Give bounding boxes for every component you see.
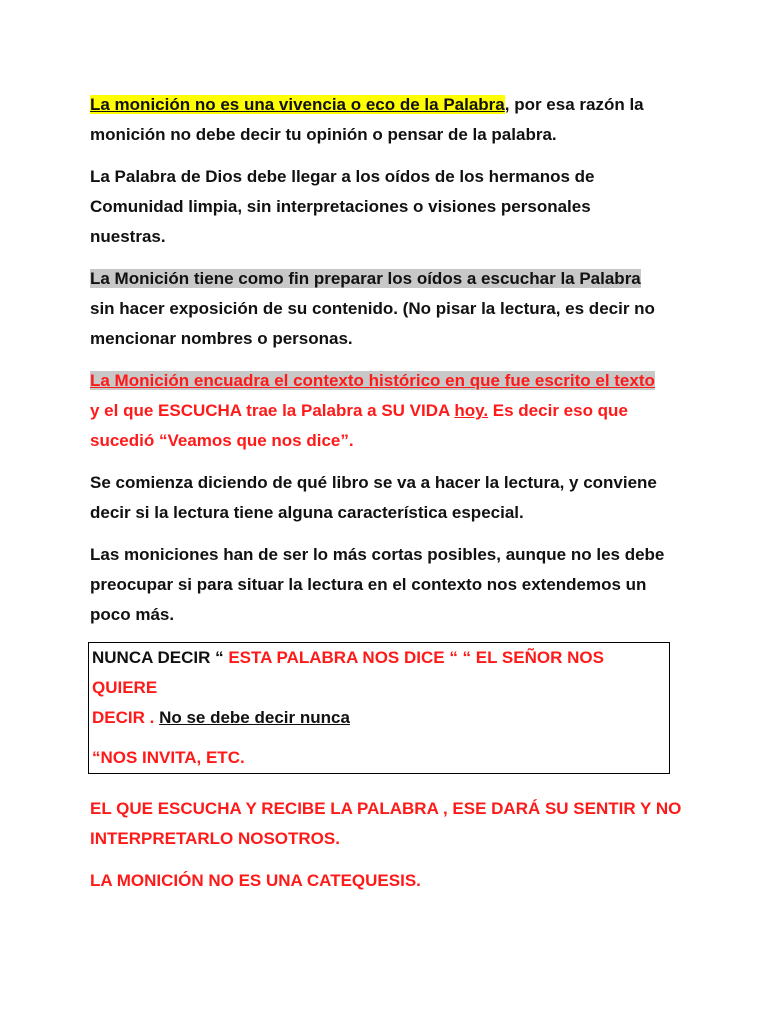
paragraph-2-line-3: nuestras. bbox=[90, 227, 166, 246]
paragraph-2-line-2: Comunidad limpia, sin interpretaciones o visiones personales bbox=[90, 197, 591, 216]
warning-box-line-1 bbox=[89, 643, 669, 703]
paragraph-6-line-1: Las moniciones han de ser lo más cortas posibles, aunque no les debe bbox=[90, 545, 665, 564]
warning-box-line-3 bbox=[89, 743, 669, 773]
paragraph-2-line-1: La Palabra de Dios debe llegar a los oídos de los hermanos de bbox=[90, 167, 595, 186]
paragraph-3-line-2: sin hacer exposición de su contenido. (No pisar la lectura, es decir no bbox=[90, 299, 655, 318]
gray-highlight-red-text: La Monición encuadra el contexto histórico en que fue escrito el texto bbox=[90, 371, 655, 390]
paragraph-3 bbox=[90, 264, 690, 354]
warning-red-phrase-2: DECIR . bbox=[92, 708, 160, 727]
warning-red-phrase-1: ESTA PALABRA NOS DICE “ “ EL SEÑOR NOS QUIERE bbox=[92, 648, 604, 697]
paragraph-2 bbox=[90, 162, 690, 252]
paragraph-3-line-3: mencionar nombres o personas. bbox=[90, 329, 353, 348]
underlined-hoy: hoy. bbox=[454, 401, 489, 420]
paragraph-7-line-1: EL QUE ESCUCHA Y RECIBE LA PALABRA , ESE DARÁ SU SENTIR Y NO bbox=[90, 799, 682, 818]
paragraph-4-line-2c: Es decir eso que bbox=[488, 401, 628, 420]
paragraph-6-line-3: poco más. bbox=[90, 605, 175, 624]
paragraph-1-rest: , por esa razón la bbox=[504, 95, 644, 114]
paragraph-7-line-2: INTERPRETARLO NOSOTROS. bbox=[90, 829, 340, 848]
gray-highlight-text: La Monición tiene como fin preparar los oídos a escuchar la Palabra bbox=[90, 269, 641, 288]
paragraph-1 bbox=[90, 90, 690, 150]
paragraph-5-line-2: decir si la lectura tiene alguna característica especial. bbox=[90, 503, 524, 522]
paragraph-7 bbox=[90, 794, 690, 854]
paragraph-8-line-1: LA MONICIÓN NO ES UNA CATEQUESIS. bbox=[90, 871, 421, 890]
paragraph-4 bbox=[90, 366, 690, 456]
document-page bbox=[90, 90, 690, 896]
warning-red-phrase-3: “NOS INVITA, ETC. bbox=[92, 748, 245, 767]
paragraph-4-line-2a: y el que ESCUCHA trae la Palabra a SU VIDA bbox=[90, 401, 455, 420]
paragraph-6 bbox=[90, 540, 690, 630]
paragraph-6-line-2: preocupar si para situar la lectura en el contexto nos extendemos un bbox=[90, 575, 647, 594]
paragraph-4-line-3: sucedió “Veamos que nos dice”. bbox=[90, 431, 354, 450]
yellow-highlight-text: La monición no es una vivencia o eco de la Palabra bbox=[90, 95, 505, 114]
paragraph-1-line-2: monición no debe decir tu opinión o pensar de la palabra. bbox=[90, 125, 557, 144]
warning-underlined-text: No se debe decir nunca bbox=[159, 708, 350, 727]
paragraph-5-line-1: Se comienza diciendo de qué libro se va a hacer la lectura, y conviene bbox=[90, 473, 657, 492]
warning-box-line-2 bbox=[89, 703, 669, 733]
warning-box bbox=[88, 642, 670, 774]
paragraph-5 bbox=[90, 468, 690, 528]
paragraph-8 bbox=[90, 866, 690, 896]
nunca-decir-label: NUNCA DECIR “ bbox=[92, 648, 229, 667]
